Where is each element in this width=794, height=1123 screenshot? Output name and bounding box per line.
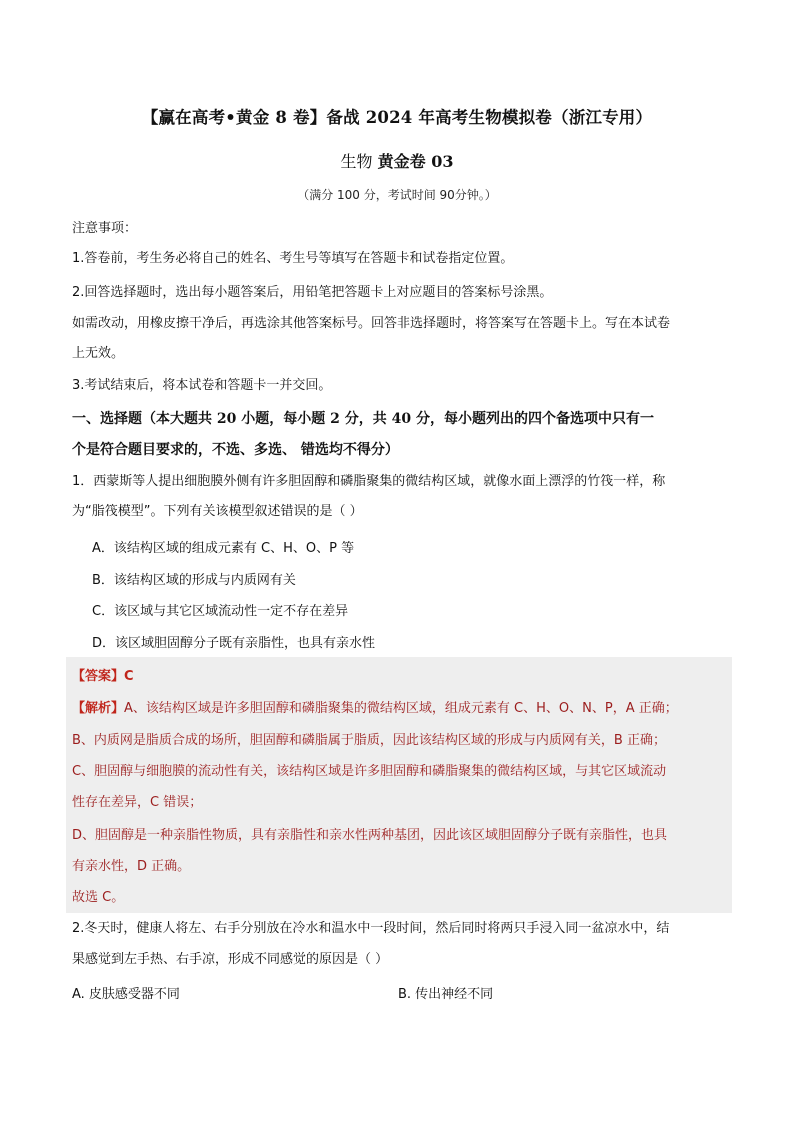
- analysis-line: D、胆固醇是一种亲脂性物质，具有亲脂性和亲水性两种基团，因此该区域胆固醇分子既有亲脂性，也具: [72, 828, 668, 843]
- question-1-option-b: B．该结构区域的形成与内质网有关: [92, 573, 296, 588]
- analysis-line: B、内质网是脂质合成的场所，胆固醇和磷脂属于脂质，因此该结构区域的形成与内质网有关，B 正确；: [72, 733, 666, 748]
- exam-title: 【赢在高考•黄金 8 卷】备战 2024 年高考生物模拟卷（浙江专用）: [141, 108, 653, 127]
- analysis-line: C、胆固醇与细胞膜的流动性有关，该结构区域是许多胆固醇和磷脂聚集的微结构区域，与其它区域流动: [72, 764, 667, 779]
- question-1-stem: 1．西蒙斯等人提出细胞膜外侧有许多胆固醇和磷脂聚集的微结构区域，就像水面上漂浮的竹筏一样，称: [72, 474, 666, 489]
- exam-subtitle: [60, 149, 734, 172]
- question-2-option-b: B. 传出神经不同: [398, 987, 494, 1002]
- analysis-conclusion: 故选 C。: [72, 890, 125, 905]
- analysis-line: 有亲水性，D 正确。: [72, 859, 191, 874]
- paper-number: 黄金卷 03: [377, 152, 454, 171]
- note-item: 上无效。: [72, 346, 125, 361]
- analysis-tag: 【解析】: [72, 701, 125, 716]
- question-2-stem-cont: 果感觉到左手热、右手凉，形成不同感觉的原因是（ ）: [72, 952, 389, 967]
- question-1-option-d: D．该区域胆固醇分子既有亲脂性，也具有亲水性: [92, 636, 376, 651]
- note-item: 2.回答选择题时，选出每小题答案后，用铅笔把答题卡上对应题目的答案标号涂黑。: [72, 285, 553, 300]
- question-1-option-c: C．该区域与其它区域流动性一定不存在差异: [92, 604, 349, 619]
- answer-tag: 【答案】: [72, 669, 125, 684]
- exam-info: （满分 100 分，考试时间 90分钟。）: [297, 188, 497, 202]
- question-2-option-a: A. 皮肤感受器不同: [72, 987, 180, 1002]
- question-2-stem: 2.冬天时，健康人将左、右手分别放在冷水和温水中一段时间，然后同时将两只手浸入同一盆凉水中，结: [72, 921, 670, 936]
- note-item: 3.考试结束后，将本试卷和答题卡一并交回。: [72, 378, 332, 393]
- notes-heading: 注意事项：: [72, 221, 138, 236]
- section-heading-cont: 个是符合题目要求的，不选、多选、 错选均不得分）: [72, 442, 399, 458]
- answer-value: C: [124, 669, 134, 684]
- note-item: 如需改动，用橡皮擦干净后，再选涂其他答案标号。回答非选择题时，将答案写在答题卡上。写在本试卷: [72, 316, 671, 331]
- answer-analysis-box: [66, 657, 732, 913]
- section-heading: 一、选择题（本大题共 20 小题，每小题 2 分，共 40 分，每小题列出的四个备选项中只有一: [72, 411, 654, 427]
- analysis-text: A、该结构区域是许多胆固醇和磷脂聚集的微结构区域，组成元素有 C、H、O、N、P，A 正确；: [124, 701, 678, 716]
- subject-label: 生物: [340, 152, 373, 171]
- note-item: 1.答卷前，考生务必将自己的姓名、考生号等填写在答题卡和试卷指定位置。: [72, 251, 514, 266]
- question-1-option-a: A．该结构区域的组成元素有 C、H、O、P 等: [92, 541, 355, 556]
- analysis-line: 性存在差异，C 错误；: [72, 795, 203, 810]
- answer-line: [72, 665, 134, 684]
- question-1-stem-cont: 为“脂筏模型”。下列有关该模型叙述错误的是（ ）: [72, 504, 363, 519]
- analysis-line: [72, 697, 678, 716]
